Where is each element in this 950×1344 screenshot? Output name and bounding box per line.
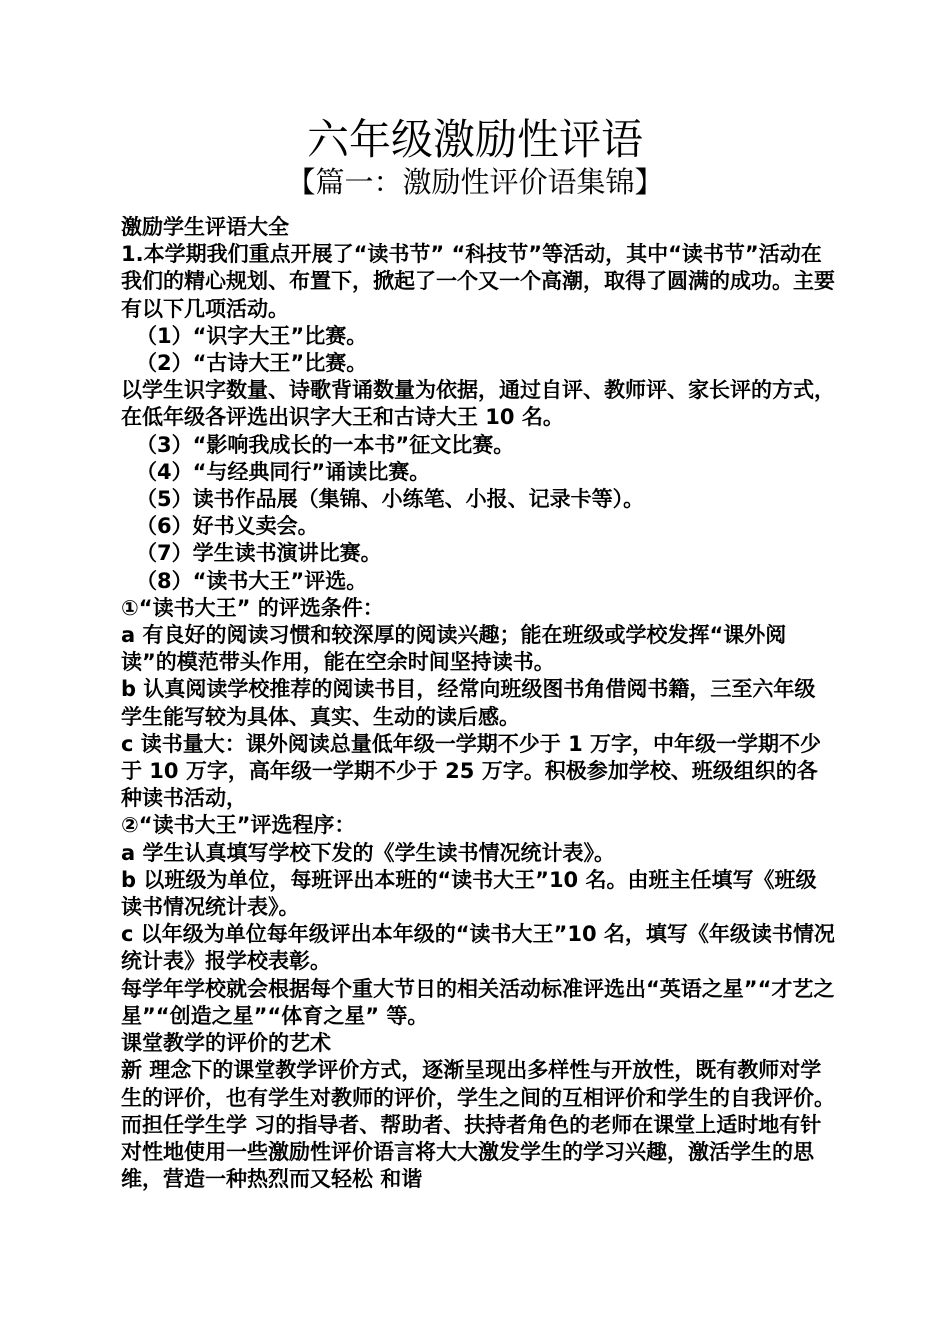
paragraph: 1.本学期我们重点开展了“读书节” “科技节”等活动，其中“读书节”活动在我们的精心规划、布置下，掀起了一个又一个高潮，取得了圆满的成功。主要有以下几项活动。 bbox=[121, 242, 835, 321]
document-title: 六年级激励性评语 bbox=[306, 115, 643, 164]
sub-heading: ②“读书大王”评选程序： bbox=[121, 813, 356, 838]
list-item: （7）学生读书演讲比赛。 bbox=[136, 541, 382, 566]
document-body bbox=[116, 214, 836, 1193]
list-item: （5）读书作品展（集锦、小练笔、小报、记录卡等）。 bbox=[136, 487, 645, 512]
list-item: （4）“与经典同行”诵读比赛。 bbox=[136, 459, 431, 484]
paragraph: a 有良好的阅读习惯和较深厚的阅读兴趣；能在班级或学校发挥“课外阅读”的模范带头作用，能在空余时间坚持读书。 bbox=[121, 623, 787, 675]
list-item: （6）好书义卖会。 bbox=[136, 514, 319, 539]
paragraph: c 读书量大：课外阅读总量低年级一学期不少于 1 万字，中年级一学期不少于 10 万字，高年级一学期不少于 25 万字。积极参加学校、班级组织的各种读书活动， bbox=[121, 731, 821, 811]
sub-heading: ①“读书大王” 的评选条件： bbox=[121, 595, 384, 620]
paragraph: b 认真阅读学校推荐的阅读书目，经常向班级图书角借阅书籍，三至六年级学生能写较为具体、真实、生动的读后感。 bbox=[121, 677, 816, 729]
list-item: （8）“读书大王”评选。 bbox=[136, 568, 368, 593]
paragraph: 新 理念下的课堂教学评价方式，逐渐呈现出多样性与开放性，既有教师对学生的评价，也有学生对教师的评价，学生之间的互相评价和学生的自我评价。而担任学生学 习的指导者、帮助者、扶持者角色的老师在课堂上适时地有针对性地使用一些激励性评价语言将大大激发学生的学习兴趣，激活学生的思维，营造一种热烈而又轻松 和谐 bbox=[121, 1058, 835, 1192]
paragraph: 每学年学校就会根据每个重大节日的相关活动标准评选出“英语之星”“才艺之星”“创造之星”“体育之星” 等。 bbox=[121, 976, 835, 1028]
list-item: （1）“识字大王”比赛。 bbox=[136, 323, 368, 348]
section-heading: 课堂教学的评价的艺术 bbox=[121, 1031, 331, 1056]
list-item: （3）“影响我成长的一本书”征文比赛。 bbox=[136, 432, 515, 457]
document-subtitle: 【篇一：激励性评价语集锦】 bbox=[286, 165, 664, 199]
paragraph: a 学生认真填写学校下发的《学生读书情况统计表》。 bbox=[121, 840, 615, 865]
paragraph: 以学生识字数量、诗歌背诵数量为依据，通过自评、教师评、家长评的方式，在低年级各评选出识字大王和古诗大王 10 名。 bbox=[121, 378, 835, 430]
section-heading: 激励学生评语大全 bbox=[121, 215, 289, 239]
paragraph: c 以年级为单位每年级评出本年级的“读书大王”10 名，填写《年级读书情况统计表》报学校表彰。 bbox=[121, 922, 835, 974]
list-item: （2）“古诗大王”比赛。 bbox=[136, 351, 368, 376]
paragraph: b 以班级为单位，每班评出本班的“读书大王”10 名。由班主任填写《班级读书情况统计表》。 bbox=[121, 867, 817, 920]
